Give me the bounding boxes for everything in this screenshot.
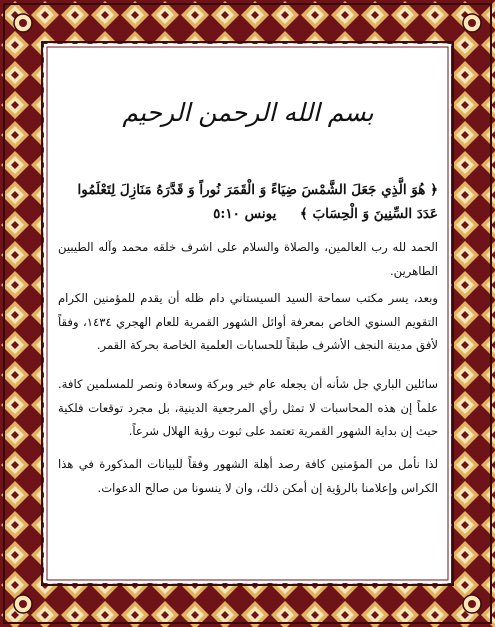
basmala-calligraphy: بسم الله الرحمن الرحيم	[122, 98, 374, 127]
document-body	[58, 70, 438, 560]
quran-verse	[58, 178, 438, 226]
paragraph-praise: الحمد لله رب العالمين، والصلاة والسلام على اشرف خلقه محمد وآله الطيبين الطاهرين.	[58, 240, 438, 278]
corner-ornament-icon	[14, 595, 32, 613]
corner-ornament-icon	[463, 595, 481, 613]
corner-ornament-icon	[14, 14, 32, 32]
paragraph-announcement: وبعد، يسر مكتب سماحة السيد السيستاني دام ظله أن يقدم للمؤمنين الكرام التقويم السنوي الخاص بمعرفة أوائل الشهور القمرية للعام الهجري ١٤٣٤، وفقاً لأفق مدينة النجف الأشرف طبقاً للحسابات العلمية الخاصة بحركة القمر.	[58, 291, 438, 352]
paragraph-disclaimer: سائلين الباري جل شأنه أن يجعله عام خير وبركة وسعادة ونصر للمسلمين كافة. علماً إن هذه المحاسبات لا تمثل رأي المرجعية الدينية، بل مجرد توقعات فلكية حيث إن بداية الشهور القمرية تعتمد على ثبوت رؤية الهلال شرعاً.	[58, 377, 438, 438]
verse-line-2-container	[58, 202, 438, 226]
verse-line-1: ﴿ هُوَ الَّذِي جَعَلَ الشَّمْسَ ضِيَاءً وَ الْقَمَرَ نُوراً وَ قَدَّرَهُ مَنَازِلَ لِتَعْلَمُوا	[77, 182, 438, 198]
verse-line-2: عَدَدَ السِّنِينَ وَ الْحِسَابَ ﴾	[299, 206, 438, 222]
paragraph-request: لذا نأمل من المؤمنين كافة رصد أهلة الشهور وفقاً للبيانات المذكورة في هذا الكراس وإعلامنا بالرؤية إن أمكن ذلك، وان لا ينسونا من صالح الدعوات.	[58, 457, 438, 495]
verse-reference: يونس ٥:١٠	[213, 206, 277, 222]
corner-ornament-icon	[463, 14, 481, 32]
